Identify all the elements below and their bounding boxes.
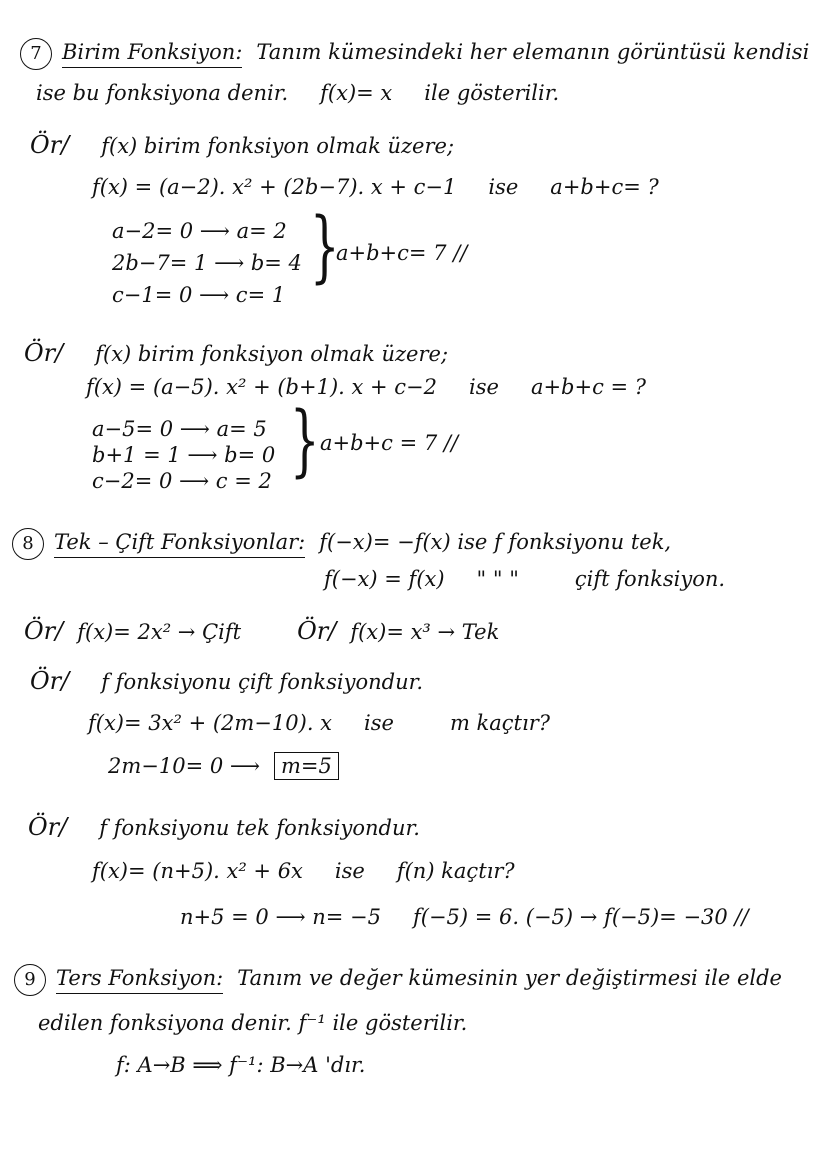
ex1-step-1: a−2= 0 ⟶ a= 2 <box>112 219 287 243</box>
ex2-question: a+b+c = ? <box>530 375 647 399</box>
ex2-equation: f(x) = (a−5). x² + (b+1). x + c−2 <box>86 375 438 399</box>
section7-def-text: ise bu fonksiyona denir. <box>36 81 289 105</box>
section7-def-line1: Tanım kümesindeki her elemanın görüntüsü kendisi <box>256 40 810 64</box>
ex3-answer-box: m=5 <box>274 752 339 780</box>
section8-rule1: f(−x)= −f(x) ise f fonksiyonu tek, <box>319 530 672 554</box>
ex2-intro-line <box>24 340 448 367</box>
section8-examples-line <box>24 618 499 645</box>
section8-heading <box>12 528 671 560</box>
ex2-result: a+b+c = 7 // <box>320 431 459 455</box>
ex2-step-2: b+1 = 1 ⟶ b= 0 <box>92 443 276 467</box>
ex2-step-1: a−5= 0 ⟶ a= 5 <box>92 417 267 441</box>
ex1-brace: } <box>309 202 340 292</box>
ex3-step: 2m−10= 0 ⟶ <box>108 754 261 778</box>
ex3-ise: ise <box>364 711 394 735</box>
ex1-equation-line <box>92 174 659 200</box>
ex1-ise: ise <box>488 175 519 199</box>
ex1-intro: f(x) birim fonksiyon olmak üzere; <box>101 134 455 158</box>
ex3-question: m kaçtır? <box>449 711 550 735</box>
section8-rule2-end: çift fonksiyon. <box>574 567 726 591</box>
ex2-brace: } <box>289 396 320 486</box>
section8-ex1-label: Ör/ <box>24 617 64 645</box>
ex4-step-line <box>180 904 749 930</box>
section7-heading <box>20 38 809 70</box>
ex3-label: Ör/ <box>30 667 70 695</box>
section8-ex2-label: Ör/ <box>297 617 337 645</box>
ex2-equation-line <box>86 374 646 400</box>
ex2-ise: ise <box>469 375 499 399</box>
section7-def-end: ile gösterilir. <box>424 81 560 105</box>
ex1-label: Ör/ <box>30 131 70 159</box>
section7-def-formula: f(x)= x <box>320 81 393 105</box>
ex2-label: Ör/ <box>24 339 64 367</box>
section7-title: Birim Fonksiyon: <box>62 39 242 68</box>
section8-ex2: f(x)= x³ → Tek <box>350 620 500 644</box>
ex4-equation-line <box>92 858 515 884</box>
ex4-ise: ise <box>334 859 365 883</box>
section9-heading <box>14 964 782 996</box>
ex3-step-line <box>108 752 339 780</box>
section9-title: Ters Fonksiyon: <box>56 965 223 994</box>
ex1-step-3: c−1= 0 ⟶ c= 1 <box>112 283 286 307</box>
section9-number: 9 <box>14 964 46 996</box>
ex1-result: a+b+c= 7 // <box>336 241 468 265</box>
ex2-step-3: c−2= 0 ⟶ c = 2 <box>92 469 272 493</box>
ex2-intro: f(x) birim fonksiyon olmak üzere; <box>95 342 449 366</box>
section8-ex1: f(x)= 2x² → Çift <box>77 620 242 644</box>
section8-rule2-line <box>324 566 725 592</box>
section8-rule2: f(−x) = f(x) <box>324 567 445 591</box>
ex1-step-2: 2b−7= 1 ⟶ b= 4 <box>112 251 302 275</box>
ex1-question: a+b+c= ? <box>550 175 659 199</box>
section9-def-line1: Tanım ve değer kümesinin yer değiştirmesi ile elde <box>237 966 782 990</box>
ex4-result: f(−5) = 6. (−5) → f(−5)= −30 // <box>413 905 749 929</box>
ex4-intro: f fonksiyonu tek fonksiyondur. <box>99 816 420 840</box>
section9-def-line2: edilen fonksiyona denir. f⁻¹ ile gösterilir. <box>38 1011 468 1035</box>
ex4-step: n+5 = 0 ⟶ n= −5 <box>180 905 381 929</box>
ex3-equation: f(x)= 3x² + (2m−10). x <box>88 711 333 735</box>
ex1-equation: f(x) = (a−2). x² + (2b−7). x + c−1 <box>92 175 457 199</box>
ex4-equation: f(x)= (n+5). x² + 6x <box>92 859 303 883</box>
section8-number: 8 <box>12 528 44 560</box>
ex3-intro-line <box>30 668 423 695</box>
ex4-question: f(n) kaçtır? <box>396 859 515 883</box>
section7-def-line2 <box>36 80 559 106</box>
ex4-intro-line <box>28 814 420 841</box>
section7-number: 7 <box>20 38 52 70</box>
ex4-label: Ör/ <box>28 813 68 841</box>
section8-ditto: " " " <box>476 567 519 591</box>
ex1-intro-line <box>30 132 454 159</box>
section8-title: Tek – Çift Fonksiyonlar: <box>54 529 305 558</box>
section9-formula: f: A→B ⟹ f⁻¹: B→A 'dır. <box>116 1053 366 1077</box>
ex3-intro: f fonksiyonu çift fonksiyondur. <box>101 670 424 694</box>
ex3-equation-line <box>88 710 550 736</box>
